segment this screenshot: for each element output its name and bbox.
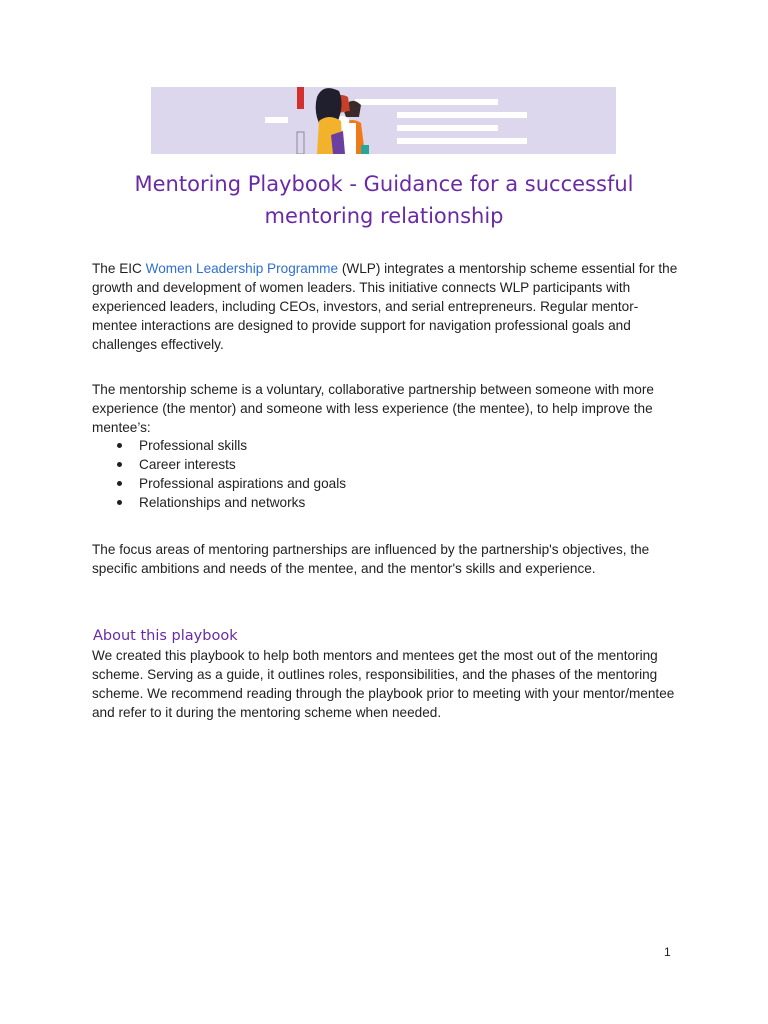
scheme-paragraph: The mentorship scheme is a voluntary, collaborative partnership between someone with more experience (the mentor) and someone with less experience (the mentee), to help improve the mentee’s: xyxy=(92,382,654,435)
list-item: Career interests xyxy=(92,455,682,474)
title-line-1: Mentoring Playbook - Guidance for a successful xyxy=(134,172,634,196)
intro-paragraph xyxy=(92,259,682,354)
intro-prefix: The EIC xyxy=(92,261,146,276)
page-number: 1 xyxy=(664,945,671,959)
page-title xyxy=(96,168,672,232)
list-item: Professional aspirations and goals xyxy=(92,474,682,493)
intro-suffix: (WLP) integrates a mentorship scheme essential for the growth and development of women leaders. This initiative connects WLP participants with experienced leaders, including CEOs, investors, and serial entrepreneurs. Regular mentor-mentee interactions are designed to provide support for navigation professional goals and challenges effectively. xyxy=(92,261,678,352)
header-banner-illustration xyxy=(151,87,616,154)
list-item: Relationships and networks xyxy=(92,493,682,512)
mentee-skills-list xyxy=(92,436,682,512)
focus-paragraph: The focus areas of mentoring partnerships are influenced by the partnership's objectives, the specific ambitions and needs of the mentee, and the mentor's skills and experience. xyxy=(92,542,650,576)
about-heading: About this playbook xyxy=(93,628,238,644)
title-line-2: mentoring relationship xyxy=(264,204,504,228)
about-paragraph: We created this playbook to help both mentors and mentees get the most out of the mentoring scheme. Serving as a guide, it outlines roles, responsibilities, and the phases of the mentoring scheme. We recommend reading through the playbook prior to meeting with your mentor/mentee and refer to it during the mentoring scheme when needed. xyxy=(92,648,675,720)
list-item: Professional skills xyxy=(92,436,682,455)
women-illustration xyxy=(151,87,616,154)
wlp-link[interactable]: Women Leadership Programme xyxy=(145,261,339,276)
